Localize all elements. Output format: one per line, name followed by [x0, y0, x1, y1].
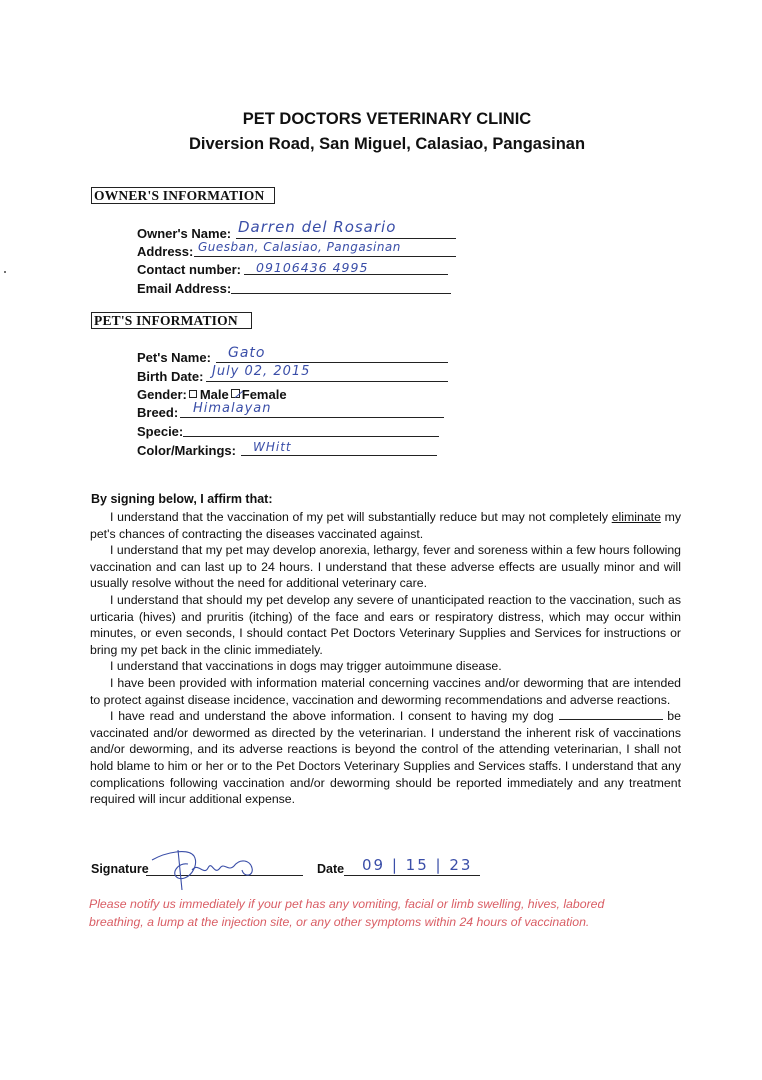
- affirmation-paragraph-6: I have read and understand the above information. I consent to having my dog be vaccinated and/or dewormed as directed by the veterinarian. I understand the inherent risk of vaccinations and/or deworming, and its adverse reactions is beyond the control of the attending veterinarian, I shall not hold blame to him or her or to the Pet Doctors Veterinary Supplies and Services staffs. I understand that any complications following vaccination and/or deworming should be reported immediately and any treatment required will incur additional expense.: [90, 709, 681, 807]
- email-label: Email Address:: [137, 281, 232, 296]
- date-label: Date: [317, 862, 345, 876]
- address-value: Guesban, Calasiao, Pangasinan: [198, 240, 401, 254]
- female-checkbox-checked[interactable]: [231, 389, 240, 398]
- affirmation-paragraph-1: I understand that the vaccination of my pet will substantially reduce but may not completely eliminate my pet's chances of contracting the diseases vaccinated against.: [90, 510, 682, 541]
- color-markings-value: WHitt: [253, 440, 292, 454]
- owner-name-line: [236, 238, 456, 239]
- affirmation-paragraph-2: I understand that my pet may develop anorexia, lethargy, fever and soreness within a few hours following vaccination and can last up to 24 hours. I understand that these adverse effects are usually minor and will usually resolve without the need for additional veterinary care.: [90, 543, 681, 591]
- breed-line: [180, 417, 444, 418]
- female-label: Female: [241, 387, 287, 402]
- email-line: [231, 293, 451, 294]
- gender-label: Gender:: [137, 387, 187, 402]
- clinic-name: PET DOCTORS VETERINARY CLINIC: [242, 110, 532, 128]
- contact-label: Contact number:: [137, 262, 241, 277]
- address-label: Address:: [137, 244, 194, 259]
- signature-label: Signature: [91, 862, 149, 876]
- birth-date-line: [206, 381, 448, 382]
- scan-speck: [4, 271, 6, 273]
- owner-section-title: OWNER'S INFORMATION: [91, 187, 275, 204]
- pet-section-title: PET'S INFORMATION: [91, 312, 252, 329]
- specie-line: [183, 436, 439, 437]
- affirmation-paragraph-3: I understand that should my pet develop any severe of unanticipated reaction to the vaccination, such as urticaria (hives) and pruritis (itching) of the face and ears or respiratory distress, which may occur within minutes, or even seconds, I should contact Pet Doctors Veterinary Supplies and Services for instructions or bring my pet back in the clinic immediately.: [90, 592, 681, 657]
- birth-date-label: Birth Date:: [137, 369, 204, 384]
- handwritten-signature: [148, 842, 268, 894]
- specie-label: Specie:: [137, 424, 184, 439]
- affirmation-paragraph-5: I have been provided with information material concerning vaccines and/or deworming that are intended to protect against disease incidence, vaccination and deworming recommendations and adverse reactions.: [90, 675, 681, 707]
- owner-name-label: Owner's Name:: [137, 226, 232, 241]
- male-label: Male: [199, 387, 229, 402]
- color-markings-line: [241, 455, 437, 456]
- eliminate-underlined: eliminate: [611, 510, 661, 524]
- breed-label: Breed:: [137, 405, 179, 420]
- contact-value: 09106436 4995: [256, 260, 369, 275]
- birth-date-value: July 02, 2015: [212, 364, 311, 379]
- date-line: [344, 875, 480, 876]
- affirmation-title: By signing below, I affirm that:: [91, 492, 273, 506]
- pet-name-line: [216, 362, 448, 363]
- gender-row: [137, 387, 287, 402]
- pet-name-label: Pet's Name:: [137, 350, 211, 365]
- date-value: 09 | 15 | 23: [362, 856, 473, 874]
- color-markings-label: Color/Markings:: [137, 443, 236, 458]
- pet-name-value: Gato: [228, 345, 266, 361]
- address-line: [194, 256, 456, 257]
- owner-name-value: Darren del Rosario: [238, 218, 397, 236]
- dog-name-blank[interactable]: [559, 708, 663, 720]
- male-checkbox[interactable]: [189, 390, 197, 398]
- affirmation-body: [90, 509, 681, 808]
- clinic-address: Diversion Road, San Miguel, Calasiao, Pangasinan: [188, 135, 586, 153]
- breed-value: Himalayan: [193, 401, 272, 416]
- post-vaccination-notice: Please notify us immediately if your pet has any vomiting, facial or limb swelling, hives, labored breathing, a lump at the injection site, or any other symptoms within 24 hours of vaccination.: [89, 897, 605, 929]
- affirmation-paragraph-4: I understand that vaccinations in dogs may trigger autoimmune disease.: [110, 659, 502, 674]
